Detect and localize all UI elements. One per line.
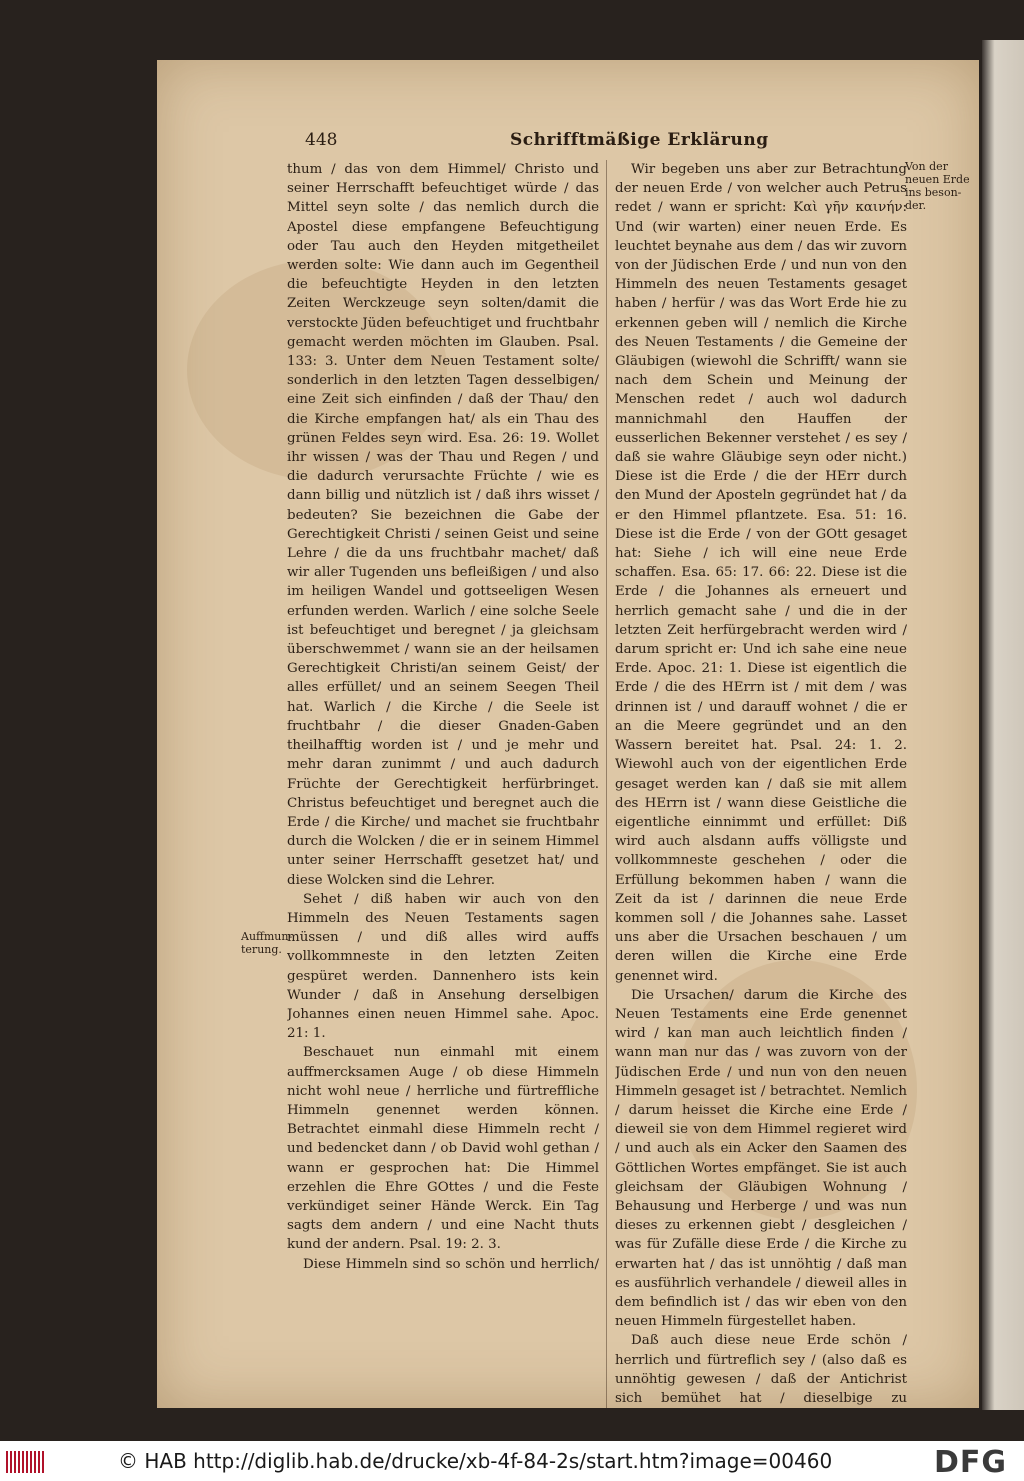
paragraph: Daß auch diese neue Erde schön / herrlich und fürtreflich sey / (also daß es unnöhtig gewesen / daß der Antichrist sich bemühet hat / dieselbige zu [615,1333,907,1406]
column-divider [606,160,607,1408]
paragraph: thum / das von dem Himmel/ Christo und seiner Herrschafft befeuchtiget würde / das Mittel seyn solte / das nemlich durch die Apostel diese empfangene Befeuchtigung oder Tau auch den Heyden mitgetheilet werden solte: Wie dann auch im Gegentheil die befeuchtigte Heyden in den letzten Zeiten Werckzeuge seyn solten/damit die verstockte Jüden befeuchtiget und fruchtbahr gemacht werden möchten im Glauben. Psal. 133: 3. Unter dem Neuen Testament solte/ sonderlich in den letzten Tagen desselbigen/ eine Zeit sich einfinden / daß der Thau/ den die Kirche empfangen hat/ als ein Thau des grünen Feldes seyn wird. Esa. 26: 19. Wollet ihr wissen / was der Thau und Regen / und die dadurch verursachte Früchte / wie es dann billig und nützlich ist / daß ihrs wisset / bedeuten? Sie bezeichnen die Gabe der Gerechtigkeit Christi / seinen Geist und seine Lehre / die da uns fruchtbahr machet/ daß wir aller Tugenden uns befleißigen / und also im heiligen Wandel und gottseeligen Wesen erfunden werden. Warlich / eine solche Seele ist befeuchtiget und beregnet / ja gleichsam überschwemmet / wann sie an der heilsamen Gerechtigkeit Christi/an seinem Geist/ der alles erfüllet/ und an seinem Seegen Theil hat. Warlich / die Kirche / die Seele ist fruchtbahr / die dieser Gnaden-Gaben theilhafftig worden ist / und je mehr und mehr daran zunimmt / und auch dadurch Früchte der Gerechtigkeit herfürbringet. Christus befeuchtiget und beregnet auch die Erde / die Kirche/ und machet sie fruchtbahr durch die Wolcken / die er in seinem Himmel unter seiner Herrschafft gesetzet hat/ und diese Wolcken sind die Lehrer. [287,162,599,888]
facing-page-edge [982,40,1024,1410]
page-header [305,130,905,154]
library-logo-icon [6,1451,44,1473]
paragraph: Diese Himmeln sind so schön und herrlich/ [303,1256,599,1270]
book-page [157,60,979,1408]
copyright-link[interactable]: © HAB http://diglib.hab.de/drucke/xb-4f-84-2s/start.htm?image=00460 [118,1449,833,1473]
paragraph: Beschauet nun einmahl mit einem auffmercksamen Auge / ob diese Himmeln nicht wohl neue / herrliche und fürtreffliche Himmeln genennet werden können. Betrachtet einmahl diese Himmeln recht / und bedencket dann / ob David wohl gethan / wann er gesprochen hat: Die Himmel erzehlen die Ehre GOttes / und die Feste verkündiget seiner Hände Werck. Ein Tag sagts dem andern / und eine Nacht thuts kund der andern. Psal. 19: 2. 3. [287,1045,599,1253]
margin-note-right: Von der neuen Erde ins beson- der. [905,160,970,212]
footer-bar [0,1441,1024,1481]
paragraph: Sehet / diß haben wir auch von den Himmeln des Neuen Testaments sagen müssen / und diß alles wird auffs vollkommneste in den letzten Zeiten gespüret werden. Dannenhero ists kein Wunder / daß in Ansehung derselbigen Johannes einen neuen Himmel sahe. Apoc. 21: 1. [287,891,599,1042]
running-title: Schrifftmäßige Erklärung [510,130,769,150]
left-text-column [287,160,599,1270]
paragraph: Wir begeben uns aber zur Betrachtung der neuen Erde / von welcher auch Petrus redet / wann er spricht: Καὶ γῆν καινήν: Und (wir warten) einer neuen Erde. Es leuchtet beynahe aus dem / das wir zuvorn von der Jüdischen Erde / und nun von den Himmeln des neuen Testaments gesaget haben / herfür / was das Wort Erde hie zu erkennen geben will / nemlich die Kirche des Neuen Testaments / die Gemeine der Gläubigen (wiewohl die Schrifft/ wann sie nach dem Schein und Meinung der Menschen redet / auch wol dadurch mannichmahl den Hauffen der eusserlichen Bekenner verstehet / es sey / daß sie wahre Gläubige seyn oder nicht.) Diese ist die Erde / die der HErr durch den Mund der Aposteln gegründet hat / da er den Himmel pflantzete. Esa. 51: 16. Diese ist die Erde / von der GOtt gesaget hat: Siehe / ich will eine neue Erde schaffen. Esa. 65: 17. 66: 22. Diese ist die Erde / die Johannes als erneuert und herrlich gemacht sahe / und die in der letzten Zeit herfürgebracht werden wird / darum spricht er: Und ich sahe eine neue Erde. Apoc. 21: 1. Diese ist eigentlich die Erde / die des HErrn ist / mit dem / was drinnen ist / und darauff wohnet / die er an die Meere gegründet und an den Wassern bereitet hat. Psal. 24: 1. 2. Wiewohl auch von der eigentlichen Erde gesaget werden kan / daß sie mit allem des HErrn ist / wann diese Geistliche die eigentliche einnimmt und erfüllet: Diß wird auch alsdann auffs völligste und vollkommneste geschehen / oder die Erfüllung bekommen haben / wann die Zeit da ist / darinnen die neue Erde kommen soll / die Johannes sahe. Lasset uns aber die Ursachen beschauen / um deren willen die Kirche eine Erde genennet wird. [615,162,907,984]
page-number: 448 [305,130,338,150]
margin-note-left: Auffmun- terung. [241,930,293,956]
dfg-logo: DFG [934,1445,1008,1480]
right-text-column [615,160,907,1408]
paragraph: Die Ursachen/ darum die Kirche des Neuen Testaments eine Erde genennet wird / kan man auch leichtlich finden / wann man nur das / was zuvorn von der Jüdischen Erde / und nun von den neuen Himmeln gesaget ist / betrachtet. Nemlich / darum heisset die Kirche eine Erde / dieweil sie von dem Himmel regieret wird / und auch als ein Acker den Saamen des Göttlichen Wortes empfänget. Sie ist auch gleichsam der Gläubigen Wohnung / Behausung und Herberge / und was nun dieses zu erkennen giebt / desgleichen / was für Zufälle diese Erde / die Kirche zu erwarten hat / das ist unnöhtig / daß man es ausführlich verhandele / dieweil alles in dem befindlich ist / das wir eben von den neuen Himmeln fürgestellet haben. [615,987,907,1330]
